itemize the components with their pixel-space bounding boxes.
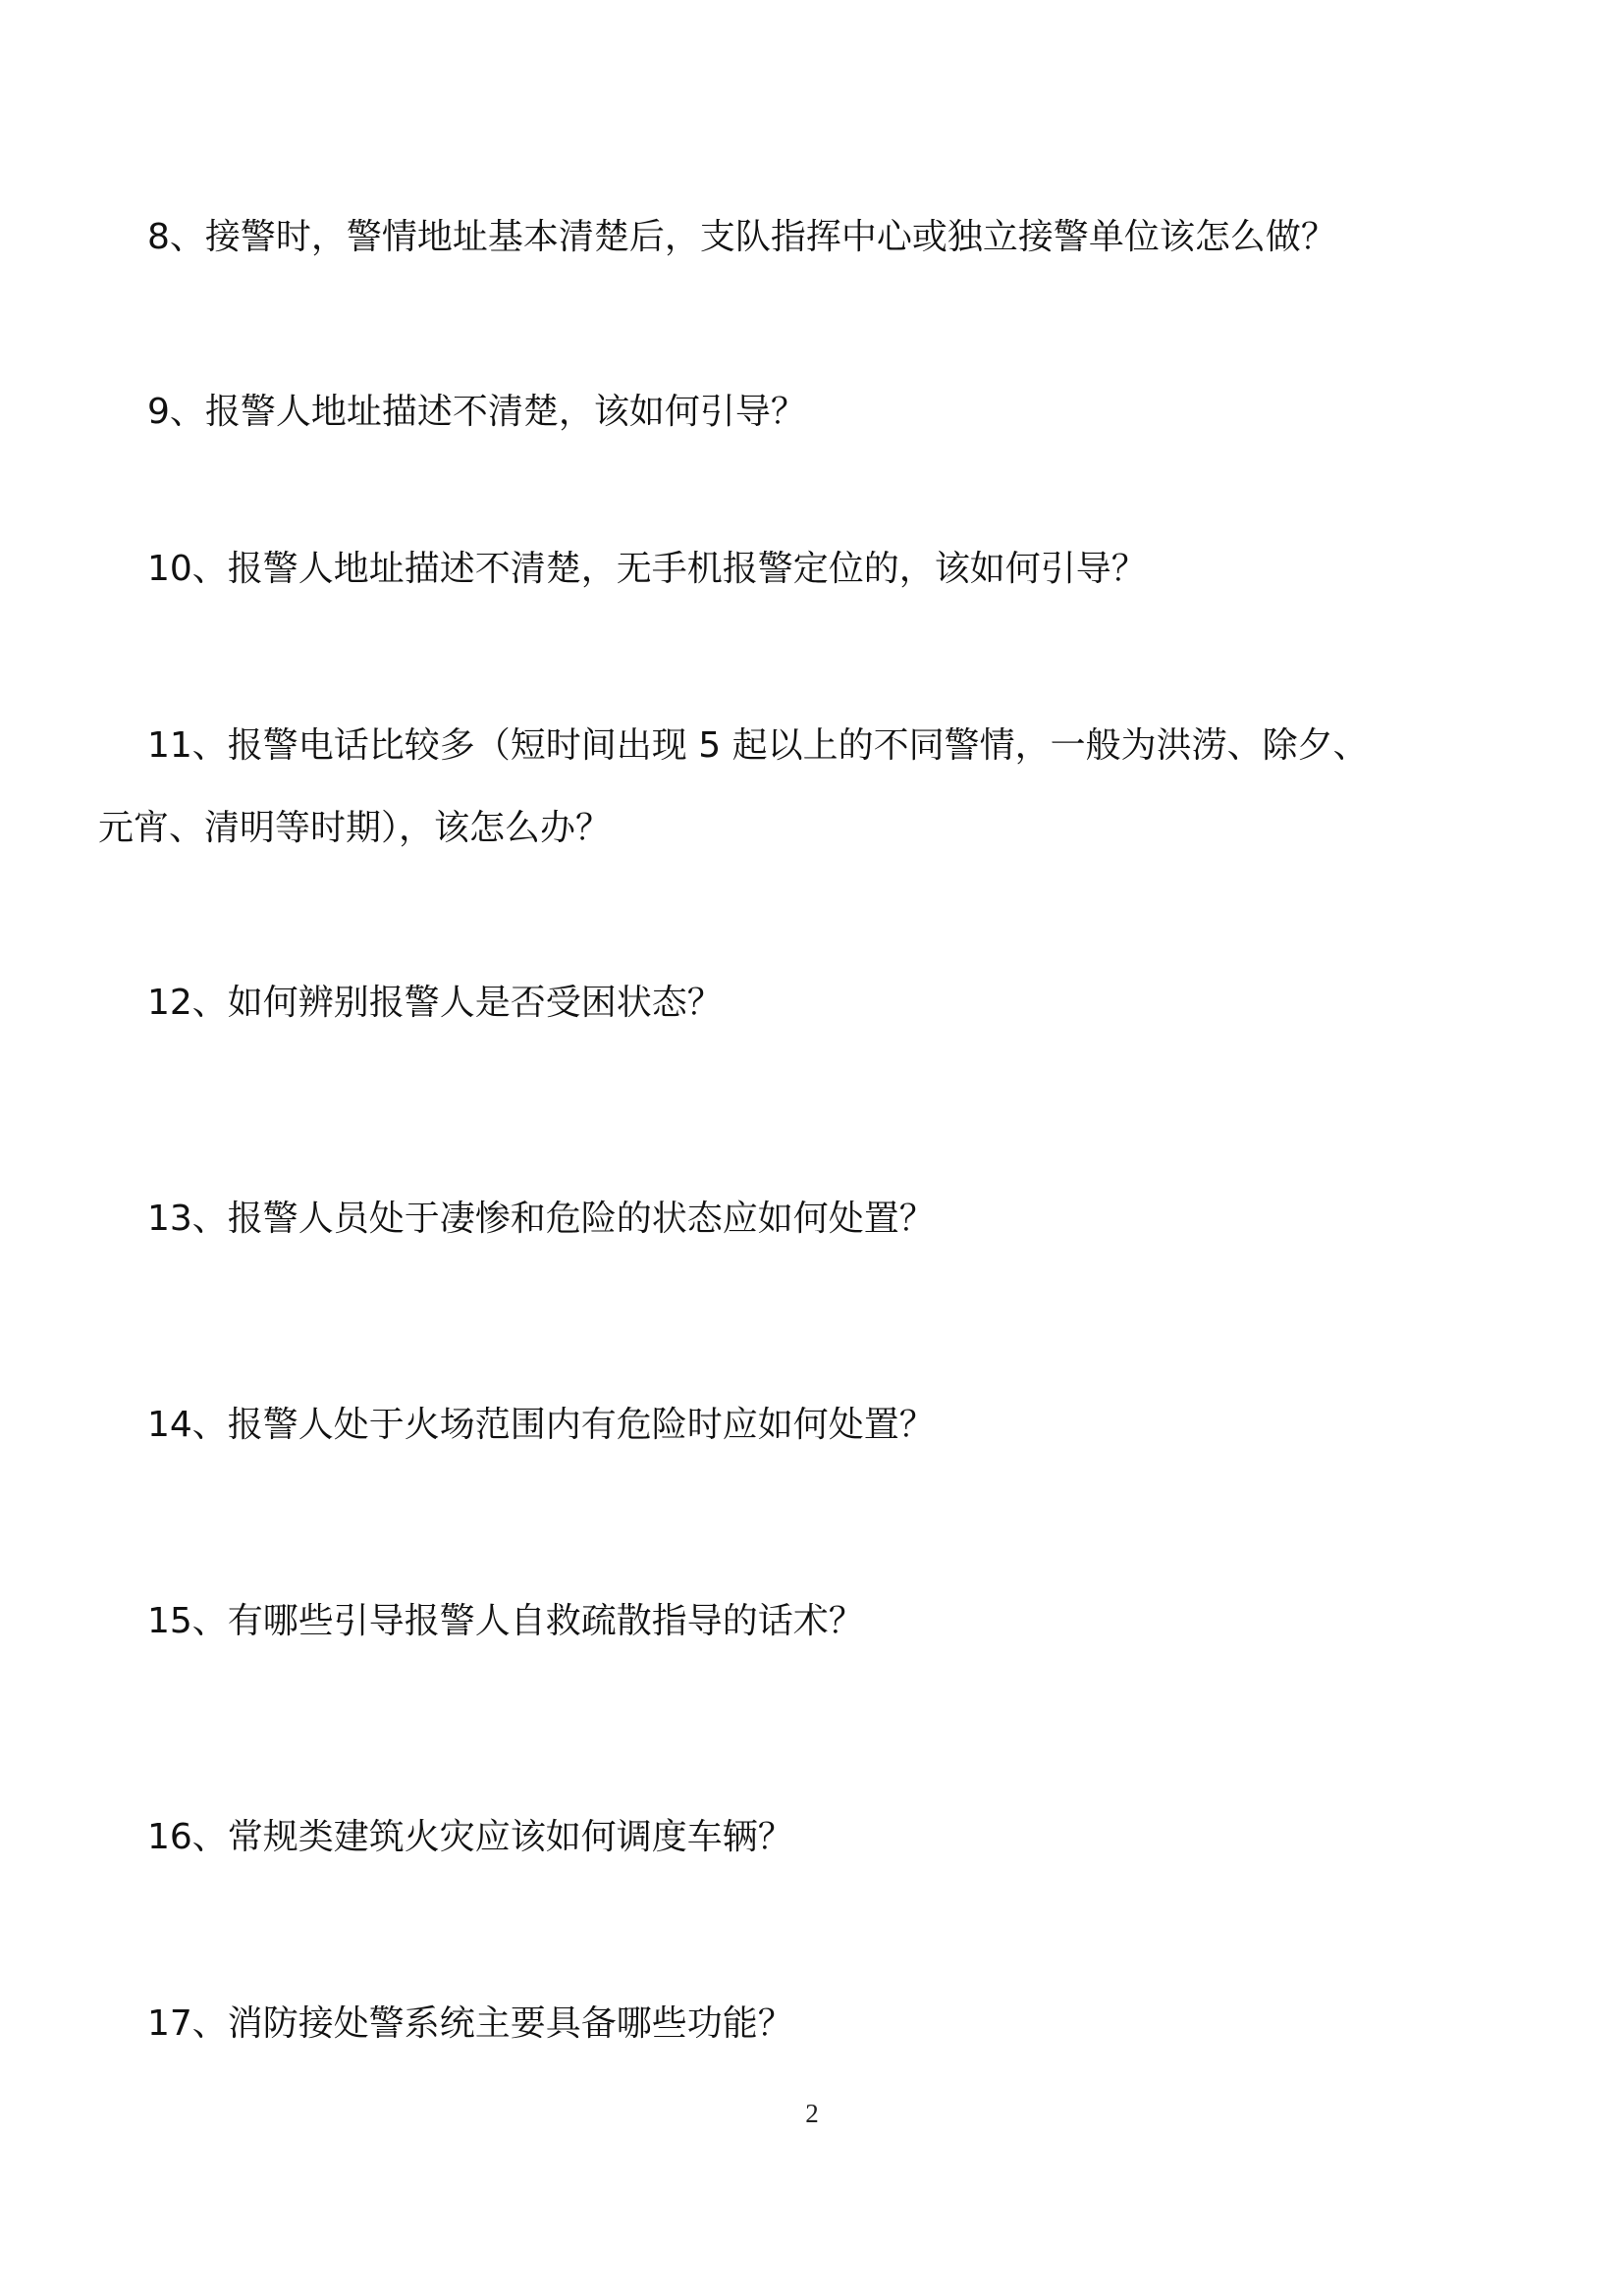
question-15: 15、有哪些引导报警人自救疏散指导的话术？ [147,1601,864,1641]
question-11-line-1: 11、报警电话比较多（短时间出现 5 起以上的不同警情，一般为洪涝、除夕、 [147,725,1369,766]
page-number: 2 [805,2099,819,2128]
question-11 [98,705,1477,870]
question-9: 9、报警人地址描述不清楚，该如何引导？ [147,392,806,432]
question-10: 10、报警人地址描述不清楚，无手机报警定位的，该如何引导？ [147,549,1147,589]
question-17: 17、消防接处警系统主要具备哪些功能？ [147,2003,793,2044]
question-12: 12、如何辨别报警人是否受困状态？ [147,983,723,1023]
question-8: 8、接警时，警情地址基本清楚后，支队指挥中心或独立接警单位该怎么做？ [147,217,1336,257]
question-13: 13、报警人员处于凄惨和危险的状态应如何处置？ [147,1199,935,1239]
question-11-line-2: 元宵、清明等时期），该怎么办？ [98,808,612,848]
question-16: 16、常规类建筑火灾应该如何调度车辆？ [147,1817,793,1857]
question-14: 14、报警人处于火场范围内有危险时应如何处置？ [147,1405,935,1445]
